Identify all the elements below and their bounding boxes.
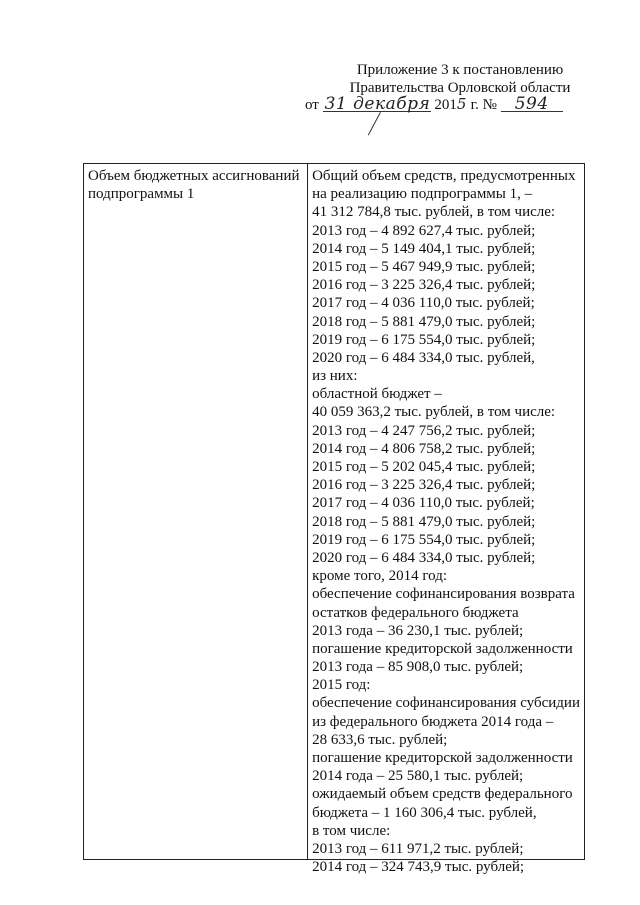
table-right-line: в том числе: [312,822,391,839]
table-right-line: 2019 год – 6 175 554,0 тыс. рублей; [312,531,536,548]
table-right-line: 2013 год – 4 247 756,2 тыс. рублей; [312,422,536,439]
table-right-line: 2014 год – 324 743,9 тыс. рублей; [312,859,525,876]
table-right-line: ожидаемый объем средств федерального [312,786,573,803]
table-right-line: погашение кредиторской задолженности [312,640,573,657]
header-line-2: Правительства Орловской области [349,79,571,96]
table-right-line: остатков федерального бюджета [312,604,519,621]
year-prefix: 201 [434,97,457,113]
table-right-line: 2015 год – 5 467 949,9 тыс. рублей; [312,258,536,275]
handwritten-number: 594 [501,97,563,112]
table-right-line: 2013 года – 85 908,0 тыс. рублей; [312,659,524,676]
table-right-line: 41 312 784,8 тыс. рублей, в том числе: [312,204,556,221]
table-right-line: 2019 год – 6 175 554,0 тыс. рублей; [312,331,536,348]
table-right-line: 2015 год: [312,677,371,694]
table-right-line: областной бюджет – [312,386,442,403]
year-number-label: г. № [470,97,497,113]
table-right-cell [308,164,584,876]
table-right-line: 2013 год – 4 892 627,4 тыс. рублей; [312,222,536,239]
table-right-line: 2016 год – 3 225 326,4 тыс. рублей; [312,277,536,294]
table-right-line: на реализацию подпрограммы 1, – [312,186,533,203]
table-right-line: обеспечение софинансирования субсидии [312,695,580,712]
header-line-1: Приложение 3 к постановлению [356,62,564,78]
pen-stroke [368,112,381,135]
handwritten-year-digit: 5 [456,95,467,113]
table-right-line: 2016 год – 3 225 326,4 тыс. рублей; [312,477,536,494]
table-right-line: 2013 год – 611 971,2 тыс. рублей; [312,840,524,857]
table-right-line: из них: [312,368,358,385]
table-right-line: погашение кредиторской задолженности [312,750,573,766]
table-right-line: 2013 года – 36 230,1 тыс. рублей; [312,622,524,639]
table-right-line: бюджета – 1 160 306,4 тыс. рублей, [312,804,537,821]
left-cell-title: Объем бюджетных ассигнований подпрограммы 1 [88,168,300,203]
table-right-line: 2015 год – 5 202 045,4 тыс. рублей; [312,459,536,475]
table-right-line: 2014 год – 5 149 404,1 тыс. рублей; [312,240,536,257]
table-right-line: 2018 год – 5 881 479,0 тыс. рублей; [312,513,536,530]
table-right-line: 2014 года – 25 580,1 тыс. рублей; [312,768,524,785]
header-date-line [300,94,620,115]
table-right-line: кроме того, 2014 год: [312,568,448,585]
table-right-line: 2017 год – 4 036 110,0 тыс. рублей; [312,495,535,512]
from-label: от [305,97,319,113]
table-right-line: 2018 год – 5 881 479,0 тыс. рублей; [312,313,536,330]
table-right-line: 28 633,6 тыс. рублей; [312,731,448,748]
table-right-line: из федерального бюджета 2014 года – [312,713,554,730]
table-right-line: Общий объем средств, предусмотренных [312,168,576,184]
table-right-line: 40 059 363,2 тыс. рублей, в том числе: [312,404,556,421]
table-right-line: 2020 год – 6 484 334,0 тыс. рублей, [312,349,535,366]
table-right-line: 2020 год – 6 484 334,0 тыс. рублей; [312,549,536,566]
budget-table [83,163,585,876]
table-left-cell [84,164,308,859]
document-header [300,62,620,115]
table-right-line: 2017 год – 4 036 110,0 тыс. рублей; [312,295,535,312]
handwritten-date: 31 декабря [324,94,431,114]
table-right-line: обеспечение софинансирования возврата [312,586,575,603]
table-right-line: 2014 год – 4 806 758,2 тыс. рублей; [312,440,536,457]
